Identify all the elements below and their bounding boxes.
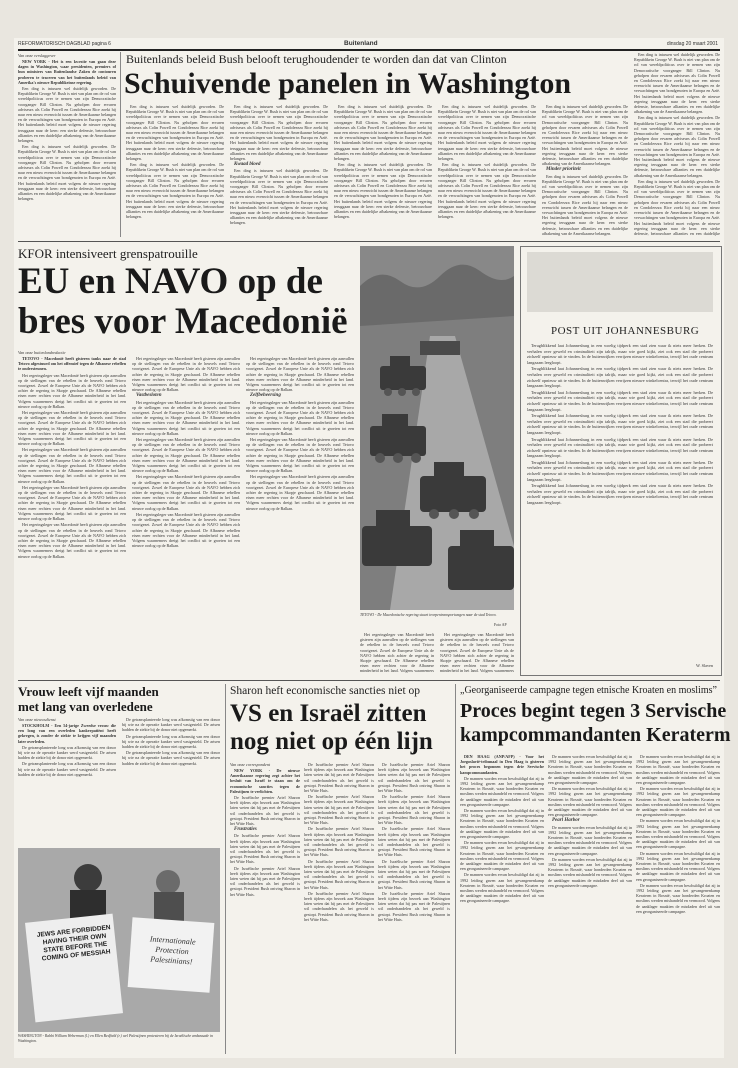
top-lead: NEW YORK - Het is een kwestie van gaan deze dagen in Washington, waar presidenten, premiers of hun ministers van Buitenlandse Zaken de contouren proberen te traceren van het buitenlands beleid van Amerika's nieuwe Republikeinse regering. [18,59,116,85]
post-title: POST UIT JOHANNESBURG [551,325,700,337]
section-rule-1 [18,241,720,242]
protest-sign-left: JEWS ARE FORBIDDEN HAVING THEIR OWN STATE BEFORE THE COMING OF MESSIAH [36,924,111,963]
vrouw-headline-line1: Vrouw leeft vijf maanden [18,684,159,699]
proces-body-1d: De mannen worden ervan beschuldigd dat zij in 1992 leiding gaven aan het gevangenenkamp Keraterm in Bosnië, waar honderden Kroaten en moslims werden mishandeld en vermoord. Volgens de aanklager maakten de misdaden deel uit van een georganiseerde campagne. [460,872,544,904]
top-body-7b: Een ding is intussen wel duidelijk geworden. De Republikein George W. Bush is niet van plan om de rol van wereldpoliticus over te nemen van zijn Democratische voorganger Bill Clinton. Nu geholpen door ervaren adviseurs als Colin Powell en Condoleezza Rice zoekt hij naar een nieuw evenwicht tussen de Amerikaanse belangen en de verwachtingen van bondgenoten in Europa en Azië. Het buitenlands beleid moet volgens de nieuwe regering teruggaan naar de kern: een sterke defensie, betrouwbare allianties en een duidelijke afbakening van de Amerikaanse belangen. [634,115,720,178]
israel-column-3 [378,762,450,1053]
top-body-1: Een ding is intussen wel duidelijk geworden. De Republikein George W. Bush is niet van plan om de rol van wereldpoliticus over te nemen van zijn Democratische voorganger Bill Clinton. Nu geholpen door ervaren adviseurs als Colin Powell en Condoleezza Rice zoekt hij naar een nieuw evenwicht tussen de Amerikaanse belangen en de verwachtingen van bondgenoten in Europa en Azië. Het buitenlands beleid moet volgens de nieuwe regering teruggaan naar de kern: een sterke defensie, betrouwbare allianties en een duidelijke afbakening van de Amerikaanse belangen. [18,86,116,144]
top-body-2: Een ding is intussen wel duidelijk geworden. De Republikein George W. Bush is niet van plan om de rol van wereldpoliticus over te nemen van zijn Democratische voorganger Bill Clinton. Nu geholpen door ervaren adviseurs als Colin Powell en Condoleezza Rice zoekt hij naar een nieuw evenwicht tussen de Amerikaanse belangen en de verwachtingen van bondgenoten in Europa en Azië. Het buitenlands beleid moet volgens de nieuwe regering teruggaan naar de kern: een sterke defensie, betrouwbare allianties en een duidelijke afbakening van de Amerikaanse belangen. [126,104,224,162]
protest-photo [18,848,220,1032]
israel-lead: NEW YORK - De nieuwe Amerikaanse regering zegt achter het besluit van Israël te staan om de economische sancties tegen de Palestijnen te verlichten. [230,768,300,794]
top-body-5: Een ding is intussen wel duidelijk geworden. De Republikein George W. Bush is niet van plan om de rol van wereldpoliticus over te nemen van zijn Democratische voorganger Bill Clinton. Nu geholpen door ervaren adviseurs als Colin Powell en Condoleezza Rice zoekt hij naar een nieuw evenwicht tussen de Amerikaanse belangen en de verwachtingen van bondgenoten in Europa en Azië. Het buitenlands beleid moet volgens de nieuwe regering teruggaan naar de kern: een sterke defensie, betrouwbare allianties en een duidelijke afbakening van de Amerikaanse belangen. [438,104,536,162]
kfor-column-1 [18,356,126,674]
top-column-4 [334,104,432,237]
top-divider [120,52,121,237]
proces-headline-line1: Proces begint tegen 3 Servische [460,700,727,722]
proces-column-2 [548,754,632,1053]
proces-column-3 [636,754,720,1053]
tanks-photo-graphic [360,246,514,610]
kfor-subhead-2: Zelfbeheersing [250,393,281,399]
kfor-column-4 [360,632,434,674]
proces-body-3c: De mannen worden ervan beschuldigd dat zij in 1992 leiding gaven aan het gevangenenkamp Keraterm in Bosnië, waar honderden Kroaten en moslims werden mishandeld en vermoord. Volgens de aanklager maakten de misdaden deel uit van een georganiseerde campagne. [636,818,720,850]
proces-body-1: De mannen worden ervan beschuldigd dat zij in 1992 leiding gaven aan het gevangenenkamp Keraterm in Bosnië, waar honderden Kroaten en moslims werden mishandeld en vermoord. Volgens de aanklager maakten de misdaden deel uit van een georganiseerde campagne. [460,775,544,807]
israel-body-3c: De Israëlische premier Ariel Sharon heeft tijdens zijn bezoek aan Washington laten weten dat hij pas met de Palestijnen wil onderhandelen als het geweld is gestopt. President Bush ontving Sharon in het Witte Huis. [378,826,450,858]
israel-body-1b: De Israëlische premier Ariel Sharon heeft tijdens zijn bezoek aan Washington laten weten dat hij pas met de Palestijnen wil onderhandelen als het geweld is gestopt. President Bush ontving Sharon in het Witte Huis. [230,833,300,865]
kfor-subhead-1: Vastbesloten [136,393,162,399]
vrouw-column-2 [122,717,220,843]
israel-body-3b: De Israëlische premier Ariel Sharon heeft tijdens zijn bezoek aan Washington laten weten dat hij pas met de Palestijnen wil onderhandelen als het geweld is gestopt. President Bush ontving Sharon in het Witte Huis. [378,794,450,826]
vrouw-lead: STOCKHOLM - Een 54-jarige Zweedse vrouw die een long van een overleden kankerpatiënt heeft gekregen, is zonder de ziekte te krijgen vijf maanden later overleden. [18,723,116,744]
kfor-photo-credit: Foto AP [494,623,507,627]
israel-body-3d: De Israëlische premier Ariel Sharon heeft tijdens zijn bezoek aan Washington laten weten dat hij pas met de Palestijnen wil onderhandelen als het geweld is gestopt. President Bush ontving Sharon in het Witte Huis. [378,858,450,890]
israel-kicker: Sharon heft economische sancties niet op [230,685,421,697]
israel-body-2e: De Israëlische premier Ariel Sharon heeft tijdens zijn bezoek aan Washington laten weten dat hij pas met de Palestijnen wil onderhandelen als het geweld is gestopt. President Bush ontving Sharon in het Witte Huis. [304,890,374,922]
post-column-image [527,252,713,312]
proces-body-3d: De mannen worden ervan beschuldigd dat zij in 1992 leiding gaven aan het gevangenenkamp Keraterm in Bosnië, waar honderden Kroaten en moslims werden mishandeld en vermoord. Volgens de aanklager maakten de misdaden deel uit van een georganiseerde campagne. [636,850,720,882]
proces-kicker: „Georganiseerde campagne tegen etnische Kroaten en moslims” [460,685,717,696]
kfor-body-1d: Het regeringsleger van Macedonië heeft gisteren zijn aanvallen op de stellingen van de rebellen in de heuvels rond Tetovo voortgezet. Zowel de Europese Unie als de NAVO hebben zich achter de regering in Skopje geschaard. De Albanese rebellen eisen meer rechten voor de Albanese minderheid in het land. Volgens waarnemers dreigt het conflict uit te groeien tot een nieuwe oorlog op de Balkan. [18,484,126,522]
masthead-rule [18,49,720,51]
kfor-body-3c: Het regeringsleger van Macedonië heeft gisteren zijn aanvallen op de stellingen van de rebellen in de heuvels rond Tetovo voortgezet. Zowel de Europese Unie als de NAVO hebben zich achter de regering in Skopje geschaard. De Albanese rebellen eisen meer rechten voor de Albanese minderheid in het land. Volgens waarnemers dreigt het conflict uit te groeien tot een nieuwe oorlog op de Balkan. [246,437,354,474]
vrouw-column-1 [18,723,116,843]
israel-body-1c: De Israëlische premier Ariel Sharon heeft tijdens zijn bezoek aan Washington laten weten dat hij pas met de Palestijnen wil onderhandelen als het geweld is gestopt. President Bush ontving Sharon in het Witte Huis. [230,865,300,897]
vrouw-byline: Van onze nieuwsdienst [18,717,56,722]
post-body-5: Terugblikkend laat Johannesburg in een woelig tijdperk een stad zien waar ik niets meer herken. De verhalen over geweld en criminaliteit zijn talrijk, maar wie goed kijkt, ziet ook een stad die probeert zichzelf opnieuw uit te vinden. In de buitenwijken verrijzen nieuwe winkelcentra, terwijl het oude centrum langzaam leegloopt. [527,436,713,459]
kfor-kicker: KFOR intensiveert grenspatrouille [18,246,198,261]
vrouw-body-2c: De getransplanteerde long was afkomstig van een donor bij wie na de operatie kanker werd vastgesteld. De artsen hadden de ziekte bij de donor niet opgemerkt. [122,750,220,766]
proces-body-3b: De mannen worden ervan beschuldigd dat zij in 1992 leiding gaven aan het gevangenenkamp Keraterm in Bosnië, waar honderden Kroaten en moslims werden mishandeld en vermoord. Volgens de aanklager maakten de misdaden deel uit van een georganiseerde campagne. [636,786,720,818]
top-headline: Schuivende panelen in Washington [124,67,572,100]
kfor-body-3b: Het regeringsleger van Macedonië heeft gisteren zijn aanvallen op de stellingen van de rebellen in de heuvels rond Tetovo voortgezet. Zowel de Europese Unie als de NAVO hebben zich achter de regering in Skopje geschaard. De Albanese rebellen eisen meer rechten voor de Albanese minderheid in het land. Volgens waarnemers dreigt het conflict uit te groeien tot een nieuwe oorlog op de Balkan. [246,399,354,436]
israel-column-1 [230,768,300,1053]
post-body-6: Terugblikkend laat Johannesburg in een woelig tijdperk een stad zien waar ik niets meer herken. De verhalen over geweld en criminaliteit zijn talrijk, maar wie goed kijkt, ziet ook een stad die probeert zichzelf opnieuw uit te vinden. In de buitenwijken verrijzen nieuwe winkelcentra, terwijl het oude centrum langzaam leegloopt. [527,459,713,482]
kfor-body-2c: Het regeringsleger van Macedonië heeft gisteren zijn aanvallen op de stellingen van de rebellen in de heuvels rond Tetovo voortgezet. Zowel de Europese Unie als de NAVO hebben zich achter de regering in Skopje geschaard. De Albanese rebellen eisen meer rechten voor de Albanese minderheid in het land. Volgens waarnemers dreigt het conflict uit te groeien tot een nieuwe oorlog op de Balkan. [132,437,240,474]
top-body-1b: Een ding is intussen wel duidelijk geworden. De Republikein George W. Bush is niet van plan om de rol van wereldpoliticus over te nemen van zijn Democratische voorganger Bill Clinton. Nu geholpen door ervaren adviseurs als Colin Powell en Condoleezza Rice zoekt hij naar een nieuw evenwicht tussen de Amerikaanse belangen en de verwachtingen van bondgenoten in Europa en Azië. Het buitenlands beleid moet volgens de nieuwe regering teruggaan naar de kern: een sterke defensie, betrouwbare allianties en een duidelijke afbakening van de Amerikaanse belangen. [18,144,116,202]
israel-body-3e: De Israëlische premier Ariel Sharon heeft tijdens zijn bezoek aan Washington laten weten dat hij pas met de Palestijnen wil onderhandelen als het geweld is gestopt. President Bush ontving Sharon in het Witte Huis. [378,890,450,922]
protest-photo-caption: WASHINGTON - Rabbi William Weberman (l.) en Ellen Bedfield (r.) wel Palestijnen protesteren bij de Israëlische ambassade in Washington. [18,1034,213,1043]
israel-column-2 [304,762,374,1053]
proces-headline-line2: kampcommandanten Keraterm [460,724,731,746]
proces-subhead: Pearl Harbor [552,818,580,824]
kfor-body-1: Het regeringsleger van Macedonië heeft gisteren zijn aanvallen op de stellingen van de rebellen in de heuvels rond Tetovo voortgezet. Zowel de Europese Unie als de NAVO hebben zich achter de regering in Skopje geschaard. De Albanese rebellen eisen meer rechten voor de Albanese minderheid in het land. Volgens waarnemers dreigt het conflict uit te groeien tot een nieuwe oorlog op de Balkan. [18,372,126,409]
top-body-5b: Een ding is intussen wel duidelijk geworden. De Republikein George W. Bush is niet van plan om de rol van wereldpoliticus over te nemen van zijn Democratische voorganger Bill Clinton. Nu geholpen door ervaren adviseurs als Colin Powell en Condoleezza Rice zoekt hij naar een nieuw evenwicht tussen de Amerikaanse belangen en de verwachtingen van bondgenoten in Europa en Azië. Het buitenlands beleid moet volgens de nieuwe regering teruggaan naar de kern: een sterke defensie, betrouwbare allianties en een duidelijke afbakening van de Amerikaanse belangen. [438,162,536,220]
kfor-body-4: Het regeringsleger van Macedonië heeft gisteren zijn aanvallen op de stellingen van de rebellen in de heuvels rond Tetovo voortgezet. Zowel de Europese Unie als de NAVO hebben zich achter de regering in Skopje geschaard. De Albanese rebellen eisen meer rechten voor de Albanese minderheid in het land. Volgens waarnemers [360,632,434,674]
top-column-7 [634,52,720,237]
masthead-section: Buitenland [344,40,378,47]
top-column-3 [230,104,328,237]
kfor-column-5 [440,632,514,674]
post-body-3: Terugblikkend laat Johannesburg in een woelig tijdperk een stad zien waar ik niets meer herken. De verhalen over geweld en criminaliteit zijn talrijk, maar wie goed kijkt, ziet ook een stad die probeert zichzelf opnieuw uit te vinden. In de buitenwijken verrijzen nieuwe winkelcentra, terwijl het oude centrum langzaam leegloopt. [527,389,713,412]
kfor-headline-line2: bres voor Macedonië [18,301,348,342]
kfor-photo [360,246,514,610]
top-column-2 [126,104,224,237]
top-body-2b: Een ding is intussen wel duidelijk geworden. De Republikein George W. Bush is niet van plan om de rol van wereldpoliticus over te nemen van zijn Democratische voorganger Bill Clinton. Nu geholpen door ervaren adviseurs als Colin Powell en Condoleezza Rice zoekt hij naar een nieuw evenwicht tussen de Amerikaanse belangen en de verwachtingen van bondgenoten in Europa en Azië. Het buitenlands beleid moet volgens de nieuwe regering teruggaan naar de kern: een sterke defensie, betrouwbare allianties en een duidelijke afbakening van de Amerikaanse belangen. [126,162,224,220]
kfor-lead: TETOVO - Macedonië heeft gisteren tanks naar de stad Tetovo afgestuurd om het offensief tegen de Albanese rebellen te ondersteunen. [18,356,126,372]
newspaper-page [14,38,731,1058]
proces-body-2c: De mannen worden ervan beschuldigd dat zij in 1992 leiding gaven aan het gevangenenkamp Keraterm in Bosnië, waar honderden Kroaten en moslims werden mishandeld en vermoord. Volgens de aanklager maakten de misdaden deel uit van een georganiseerde campagne. [548,824,632,856]
top-subhead-2: Minder prioriteit [546,167,581,173]
israel-subhead: Frustraties [234,827,257,833]
kfor-headline-line1: EU en NAVO op de [18,261,323,302]
israel-body-3: De Israëlische premier Ariel Sharon heeft tijdens zijn bezoek aan Washington laten weten dat hij pas met de Palestijnen wil onderhandelen als het geweld is gestopt. President Bush ontving Sharon in het Witte Huis. [378,762,450,794]
top-column-1 [18,59,116,237]
kfor-body-5: Het regeringsleger van Macedonië heeft gisteren zijn aanvallen op de stellingen van de rebellen in de heuvels rond Tetovo voortgezet. Zowel de Europese Unie als de NAVO hebben zich achter de regering in Skopje geschaard. De Albanese rebellen eisen meer rechten voor de Albanese minderheid in het land. Volgens waarnemers [440,632,514,674]
post-body-1: Terugblikkend laat Johannesburg in een woelig tijdperk een stad zien waar ik niets meer herken. De verhalen over geweld en criminaliteit zijn talrijk, maar wie goed kijkt, ziet ook een stad die probeert zichzelf opnieuw uit te vinden. In de buitenwijken verrijzen nieuwe winkelcentra, terwijl het oude centrum langzaam leegloopt. [527,343,713,365]
column-post-box [520,246,722,676]
top-body-7: Een ding is intussen wel duidelijk geworden. De Republikein George W. Bush is niet van plan om de rol van wereldpoliticus over te nemen van zijn Democratische voorganger Bill Clinton. Nu geholpen door ervaren adviseurs als Colin Powell en Condoleezza Rice zoekt hij naar een nieuw evenwicht tussen de Amerikaanse belangen en de verwachtingen van bondgenoten in Europa en Azië. Het buitenlands beleid moet volgens de nieuwe regering teruggaan naar de kern: een sterke defensie, betrouwbare allianties en een duidelijke afbakening van de Amerikaanse belangen. [634,52,720,115]
top-body-6b: Een ding is intussen wel duidelijk geworden. De Republikein George W. Bush is niet van plan om de rol van wereldpoliticus over te nemen van zijn Democratische voorganger Bill Clinton. Nu geholpen door ervaren adviseurs als Colin Powell en Condoleezza Rice zoekt hij naar een nieuw evenwicht tussen de Amerikaanse belangen en de verwachtingen van bondgenoten in Europa en Azië. Het buitenlands beleid moet volgens de nieuwe regering teruggaan naar de kern: een sterke defensie, betrouwbare allianties en een duidelijke afbakening van de Amerikaanse belangen. [542,173,628,236]
section-rule-2 [18,680,720,681]
israel-byline: Van onze correspondent [230,762,271,767]
masthead-date: dinsdag 20 maart 2001 [666,41,718,47]
proces-body-3: De mannen worden ervan beschuldigd dat zij in 1992 leiding gaven aan het gevangenenkamp Keraterm in Bosnië, waar honderden Kroaten en moslims werden mishandeld en vermoord. Volgens de aanklager maakten de misdaden deel uit van een georganiseerde campagne. [636,754,720,786]
kfor-body-2e: Het regeringsleger van Macedonië heeft gisteren zijn aanvallen op de stellingen van de rebellen in de heuvels rond Tetovo voortgezet. Zowel de Europese Unie als de NAVO hebben zich achter de regering in Skopje geschaard. De Albanese rebellen eisen meer rechten voor de Albanese minderheid in het land. Volgens waarnemers dreigt het conflict uit te groeien tot een nieuwe oorlog op de Balkan. [132,511,240,549]
kfor-body-3: Het regeringsleger van Macedonië heeft gisteren zijn aanvallen op de stellingen van de rebellen in de heuvels rond Tetovo voortgezet. Zowel de Europese Unie als de NAVO hebben zich achter de regering in Skopje geschaard. De Albanese rebellen eisen meer rechten voor de Albanese minderheid in het land. Volgens waarnemers dreigt het conflict uit te groeien tot een nieuwe oorlog op de Balkan. [246,356,354,393]
kfor-column-2 [132,356,240,674]
top-body-4b: Een ding is intussen wel duidelijk geworden. De Republikein George W. Bush is niet van plan om de rol van wereldpoliticus over te nemen van zijn Democratische voorganger Bill Clinton. Nu geholpen door ervaren adviseurs als Colin Powell en Condoleezza Rice zoekt hij naar een nieuw evenwicht tussen de Amerikaanse belangen en de verwachtingen van bondgenoten in Europa en Azië. Het buitenlands beleid moet volgens de nieuwe regering teruggaan naar de kern: een sterke defensie, betrouwbare allianties en een duidelijke afbakening van de Amerikaanse belangen. [334,162,432,220]
kfor-photo-caption: TETOVO - De Macedonische regering stuurt troepentransportwagen naar de stad Tetovo. [360,613,497,617]
top-byline: Van onze verslaggever [18,53,56,58]
israel-body-2d: De Israëlische premier Ariel Sharon heeft tijdens zijn bezoek aan Washington laten weten dat hij pas met de Palestijnen wil onderhandelen als het geweld is gestopt. President Bush ontving Sharon in het Witte Huis. [304,858,374,890]
top-subhead: Kwaad bloed [234,162,261,168]
top-column-6 [542,104,628,237]
kfor-column-3 [246,356,354,674]
top-column-5 [438,104,536,237]
proces-body-2: De mannen worden ervan beschuldigd dat zij in 1992 leiding gaven aan het gevangenenkamp Keraterm in Bosnië, waar honderden Kroaten en moslims werden mishandeld en vermoord. Volgens de aanklager maakten de misdaden deel uit van een georganiseerde campagne. [548,754,632,786]
vrouw-body-1: De getransplanteerde long was afkomstig van een donor bij wie na de operatie kanker werd vastgesteld. De artsen hadden de ziekte bij de donor niet opgemerkt. [18,744,116,761]
kfor-body-1c: Het regeringsleger van Macedonië heeft gisteren zijn aanvallen op de stellingen van de rebellen in de heuvels rond Tetovo voortgezet. Zowel de Europese Unie als de NAVO hebben zich achter de regering in Skopje geschaard. De Albanese rebellen eisen meer rechten voor de Albanese minderheid in het land. Volgens waarnemers dreigt het conflict uit te groeien tot een nieuwe oorlog op de Balkan. [18,447,126,484]
kfor-body-2b: Het regeringsleger van Macedonië heeft gisteren zijn aanvallen op de stellingen van de rebellen in de heuvels rond Tetovo voortgezet. Zowel de Europese Unie als de NAVO hebben zich achter de regering in Skopje geschaard. De Albanese rebellen eisen meer rechten voor de Albanese minderheid in het land. Volgens waarnemers dreigt het conflict uit te groeien tot een nieuwe oorlog op de Balkan. [132,399,240,436]
israel-body-2b: De Israëlische premier Ariel Sharon heeft tijdens zijn bezoek aan Washington laten weten dat hij pas met de Palestijnen wil onderhandelen als het geweld is gestopt. President Bush ontving Sharon in het Witte Huis. [304,794,374,826]
kfor-body-1b: Het regeringsleger van Macedonië heeft gisteren zijn aanvallen op de stellingen van de rebellen in de heuvels rond Tetovo voortgezet. Zowel de Europese Unie als de NAVO hebben zich achter de regering in Skopje geschaard. De Albanese rebellen eisen meer rechten voor de Albanese minderheid in het land. Volgens waarnemers dreigt het conflict uit te groeien tot een nieuwe oorlog op de Balkan. [18,410,126,447]
top-body-3: Een ding is intussen wel duidelijk geworden. De Republikein George W. Bush is niet van plan om de rol van wereldpoliticus over te nemen van zijn Democratische voorganger Bill Clinton. Nu geholpen door ervaren adviseurs als Colin Powell en Condoleezza Rice zoekt hij naar een nieuw evenwicht tussen de Amerikaanse belangen en de verwachtingen van bondgenoten in Europa en Azië. Het buitenlands beleid moet volgens de nieuwe regering teruggaan naar de kern: een sterke defensie, betrouwbare allianties en een duidelijke afbakening van de Amerikaanse belangen. [230,104,328,162]
vrouw-body-2: De getransplanteerde long was afkomstig van een donor bij wie na de operatie kanker werd vastgesteld. De artsen hadden de ziekte bij de donor niet opgemerkt. [122,717,220,733]
israel-body-1: De Israëlische premier Ariel Sharon heeft tijdens zijn bezoek aan Washington laten weten dat hij pas met de Palestijnen wil onderhandelen als het geweld is gestopt. President Bush ontving Sharon in het Witte Huis. [230,795,300,827]
vrouw-body-2b: De getransplanteerde long was afkomstig van een donor bij wie na de operatie kanker werd vastgesteld. De artsen hadden de ziekte bij de donor niet opgemerkt. [122,733,220,750]
top-body-7c: Een ding is intussen wel duidelijk geworden. De Republikein George W. Bush is niet van plan om de rol van wereldpoliticus over te nemen van zijn Democratische voorganger Bill Clinton. Nu geholpen door ervaren adviseurs als Colin Powell en Condoleezza Rice zoekt hij naar een nieuw evenwicht tussen de Amerikaanse belangen en de verwachtingen van bondgenoten in Europa en Azië. Het buitenlands beleid moet volgens de nieuwe regering teruggaan naar de kern: een sterke defensie, betrouwbare allianties en een duidelijke [634,178,720,236]
israel-body-2c: De Israëlische premier Ariel Sharon heeft tijdens zijn bezoek aan Washington laten weten dat hij pas met de Palestijnen wil onderhandelen als het geweld is gestopt. President Bush ontving Sharon in het Witte Huis. [304,826,374,858]
divider-proces [455,684,456,1054]
proces-lead: DEN HAAG (ANP/AFP) - Voor het Joegoslavië-tribunaal in Den Haag is gisteren het proces begonnen tegen drie Servische kampcommandanten. [460,754,544,775]
post-body [527,343,713,663]
post-author: W. Slaven [695,663,713,668]
proces-body-2b: De mannen worden ervan beschuldigd dat zij in 1992 leiding gaven aan het gevangenenkamp Keraterm in Bosnië, waar honderden Kroaten en moslims werden mishandeld en vermoord. Volgens de aanklager maakten de misdaden deel uit van een georganiseerde campagne. [548,786,632,818]
israel-body-2: De Israëlische premier Ariel Sharon heeft tijdens zijn bezoek aan Washington laten weten dat hij pas met de Palestijnen wil onderhandelen als het geweld is gestopt. President Bush ontving Sharon in het Witte Huis. [304,762,374,794]
proces-body-3e: De mannen worden ervan beschuldigd dat zij in 1992 leiding gaven aan het gevangenenkamp Keraterm in Bosnië, waar honderden Kroaten en moslims werden mishandeld en vermoord. Volgens de aanklager maakten de misdaden deel uit van een georganiseerde campagne. [636,882,720,914]
protest-sign-right: Internationale Protection Palestinians! [149,934,196,967]
masthead-paper: REFORMATORISCH DAGBLAD pagina 6 [18,41,111,47]
vrouw-headline-line2: met lang van overledene [18,699,153,714]
post-body-4: Terugblikkend laat Johannesburg in een woelig tijdperk een stad zien waar ik niets meer herken. De verhalen over geweld en criminaliteit zijn talrijk, maar wie goed kijkt, ziet ook een stad die probeert zichzelf opnieuw uit te vinden. In de buitenwijken verrijzen nieuwe winkelcentra, terwijl het oude centrum langzaam leegloopt. [527,413,713,435]
post-body-2: Terugblikkend laat Johannesburg in een woelig tijdperk een stad zien waar ik niets meer herken. De verhalen over geweld en criminaliteit zijn talrijk, maar wie goed kijkt, ziet ook een stad die probeert zichzelf opnieuw uit te vinden. In de buitenwijken verrijzen nieuwe winkelcentra, terwijl het oude centrum langzaam leegloopt. [527,366,713,389]
proces-body-1b: De mannen worden ervan beschuldigd dat zij in 1992 leiding gaven aan het gevangenenkamp Keraterm in Bosnië, waar honderden Kroaten en moslims werden mishandeld en vermoord. Volgens de aanklager maakten de misdaden deel uit van een georganiseerde campagne. [460,808,544,840]
israel-headline-line1: VS en Israël zitten [230,700,427,727]
proces-body-2d: De mannen worden ervan beschuldigd dat zij in 1992 leiding gaven aan het gevangenenkamp Keraterm in Bosnië, waar honderden Kroaten en moslims werden mishandeld en vermoord. Volgens de aanklager maakten de misdaden deel uit van een georganiseerde campagne. [548,856,632,888]
kfor-body-2: Het regeringsleger van Macedonië heeft gisteren zijn aanvallen op de stellingen van de rebellen in de heuvels rond Tetovo voortgezet. Zowel de Europese Unie als de NAVO hebben zich achter de regering in Skopje geschaard. De Albanese rebellen eisen meer rechten voor de Albanese minderheid in het land. Volgens waarnemers dreigt het conflict uit te groeien tot een nieuwe oorlog op de Balkan. [132,356,240,393]
top-body-4: Een ding is intussen wel duidelijk geworden. De Republikein George W. Bush is niet van plan om de rol van wereldpoliticus over te nemen van zijn Democratische voorganger Bill Clinton. Nu geholpen door ervaren adviseurs als Colin Powell en Condoleezza Rice zoekt hij naar een nieuw evenwicht tussen de Amerikaanse belangen en de verwachtingen van bondgenoten in Europa en Azië. Het buitenlands beleid moet volgens de nieuwe regering teruggaan naar de kern: een sterke defensie, betrouwbare allianties en een duidelijke afbakening van de Amerikaanse belangen. [334,104,432,162]
top-body-6: Een ding is intussen wel duidelijk geworden. De Republikein George W. Bush is niet van plan om de rol van wereldpoliticus over te nemen van zijn Democratische voorganger Bill Clinton. Nu geholpen door ervaren adviseurs als Colin Powell en Condoleezza Rice zoekt hij naar een nieuw evenwicht tussen de Amerikaanse belangen en de verwachtingen van bondgenoten in Europa en Azië. Het buitenlands beleid moet volgens de nieuwe regering teruggaan naar de kern: een sterke defensie, betrouwbare allianties en een duidelijke afbakening van de Amerikaanse belangen. [542,104,628,167]
top-kicker: Buitenlands beleid Bush belooft terughoudender te worden dan dat van Clinton [126,52,507,66]
kfor-body-1e: Het regeringsleger van Macedonië heeft gisteren zijn aanvallen op de stellingen van de rebellen in de heuvels rond Tetovo voortgezet. Zowel de Europese Unie als de NAVO hebben zich achter de regering in Skopje geschaard. De Albanese rebellen eisen meer rechten voor de Albanese minderheid in het land. Volgens waarnemers dreigt het conflict uit te groeien tot een nieuwe oorlog op de Balkan. [18,522,126,559]
kfor-byline: Van onze buitenlandredactie [18,350,66,355]
vrouw-body-1b: De getransplanteerde long was afkomstig van een donor bij wie na de operatie kanker werd vastgesteld. De artsen hadden de ziekte bij de donor niet opgemerkt. [18,761,116,777]
proces-body-1c: De mannen worden ervan beschuldigd dat zij in 1992 leiding gaven aan het gevangenenkamp Keraterm in Bosnië, waar honderden Kroaten en moslims werden mishandeld en vermoord. Volgens de aanklager maakten de misdaden deel uit van een georganiseerde campagne. [460,840,544,872]
top-body-3b: Een ding is intussen wel duidelijk geworden. De Republikein George W. Bush is niet van plan om de rol van wereldpoliticus over te nemen van zijn Democratische voorganger Bill Clinton. Nu geholpen door ervaren adviseurs als Colin Powell en Condoleezza Rice zoekt hij naar een nieuw evenwicht tussen de Amerikaanse belangen en de verwachtingen van bondgenoten in Europa en Azië. Het buitenlands beleid moet volgens de nieuwe regering teruggaan naar de kern: een sterke defensie, betrouwbare allianties en een duidelijke afbakening van de Amerikaanse belangen. [230,168,328,226]
kfor-body-3d: Het regeringsleger van Macedonië heeft gisteren zijn aanvallen op de stellingen van de rebellen in de heuvels rond Tetovo voortgezet. Zowel de Europese Unie als de NAVO hebben zich achter de regering in Skopje geschaard. De Albanese rebellen eisen meer rechten voor de Albanese minderheid in het land. Volgens waarnemers dreigt het conflict uit te groeien tot een nieuwe oorlog op de Balkan. [246,474,354,511]
post-body-7: Terugblikkend laat Johannesburg in een woelig tijdperk een stad zien waar ik niets meer herken. De verhalen over geweld en criminaliteit zijn talrijk, maar wie goed kijkt, ziet ook een stad die probeert zichzelf opnieuw uit te vinden. In de buitenwijken verrijzen nieuwe winkelcentra, terwijl het oude centrum langzaam leegloopt. [527,483,713,506]
kfor-body-2d: Het regeringsleger van Macedonië heeft gisteren zijn aanvallen op de stellingen van de rebellen in de heuvels rond Tetovo voortgezet. Zowel de Europese Unie als de NAVO hebben zich achter de regering in Skopje geschaard. De Albanese rebellen eisen meer rechten voor de Albanese minderheid in het land. Volgens waarnemers dreigt het conflict uit te groeien tot een nieuwe oorlog op de Balkan. [132,474,240,511]
proces-column-1 [460,754,544,1053]
israel-headline-line2: nog niet op één lijn [230,728,433,755]
divider-israel [225,684,226,1054]
